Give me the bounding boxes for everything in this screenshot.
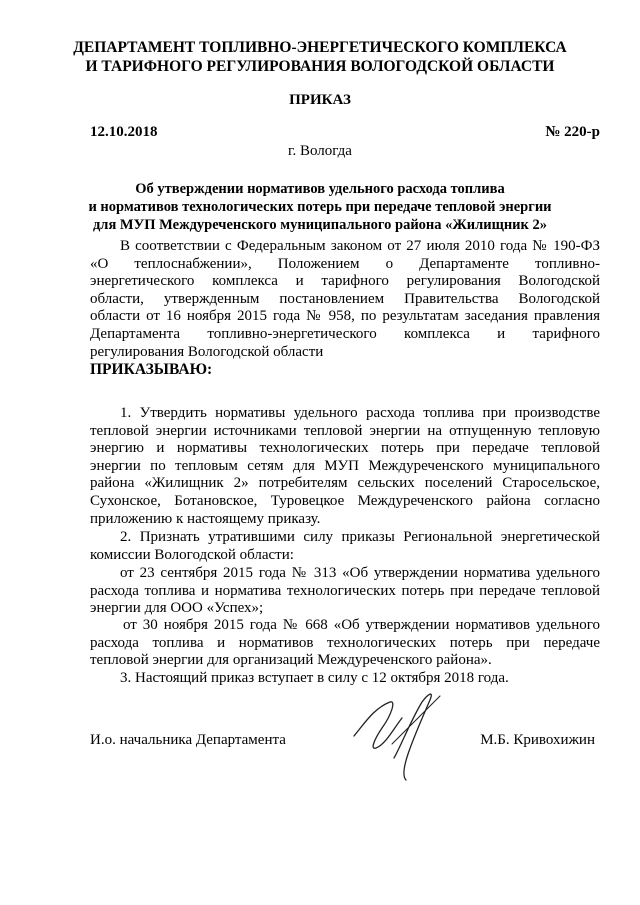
department-name <box>40 38 600 76</box>
item-1-line: тепловой энергии источниками тепловой энергии на отпущенную тепловую <box>90 422 600 439</box>
document-number: № 220-р <box>545 124 600 140</box>
document-type: ПРИКАЗ <box>289 92 351 108</box>
signatory-position: И.о. начальника Департамента <box>90 732 286 748</box>
preamble-line: области от 16 ноября 2015 года № 958, по результатам заседания правления <box>90 308 600 325</box>
document-subject <box>60 180 580 234</box>
item-2a-line: энергии для ООО «Успех»; <box>90 600 264 617</box>
item-3-line: 3. Настоящий приказ вступает в силу с 12 октября 2018 года. <box>120 670 509 686</box>
item-2a-line: от 23 сентября 2015 года № 313 «Об утверждении норматива удельного <box>120 565 600 581</box>
item-1-line: Сухонское, Ботановское, Туровецкое Междуреченского района согласно <box>90 492 600 509</box>
document-city: г. Вологда <box>288 143 352 159</box>
preamble-line: регулирования Вологодской области <box>90 343 324 360</box>
item-2b <box>90 617 600 670</box>
item-2a <box>90 565 600 618</box>
preamble-line: «О теплоснабжении», Положением о Департаменте топливно- <box>90 255 600 272</box>
item-1-line: района «Жилищник 2» потребителям сельских поселений Старосельское, <box>90 475 600 492</box>
item-2-line: комиссии Вологодской области: <box>90 546 294 563</box>
document-date: 12.10.2018 <box>90 124 158 140</box>
item-1-line: энергию и нормативы технологических потерь при передаче тепловой <box>90 440 600 457</box>
preamble-line: В соответствии с Федеральным законом от 27 июля 2010 года № 190-ФЗ <box>120 238 600 254</box>
preamble-line: энергетического комплекса и тарифного регулирования Вологодской <box>90 273 600 290</box>
item-2b-line: расхода топлива и нормативов технологических потерь при передаче <box>90 634 600 651</box>
item-1 <box>90 405 600 528</box>
preamble-line: области, утвержденным постановлением Правительства Вологодской <box>90 290 600 307</box>
item-2-line: 2. Признать утратившими силу приказы Региональной энергетической <box>120 529 600 545</box>
item-2b-line: тепловой энергии для организаций Междуреченского района». <box>90 652 492 669</box>
signatory-name: М.Б. Кривохижин <box>480 732 595 748</box>
preamble <box>90 238 600 379</box>
department-name-line-1: ДЕПАРТАМЕНТ ТОПЛИВНО-ЭНЕРГЕТИЧЕСКОГО КОМПЛЕКСА <box>73 39 567 56</box>
handwritten-signature <box>352 688 444 784</box>
subject-line-3: для МУП Междуреченского муниципального района «Жилищник 2» <box>92 217 548 233</box>
decree-word: ПРИКАЗЫВАЮ: <box>90 361 213 379</box>
item-3 <box>90 670 600 688</box>
department-name-line-2: И ТАРИФНОГО РЕГУЛИРОВАНИЯ ВОЛОГОДСКОЙ ОБЛАСТИ <box>85 58 555 75</box>
item-1-line: приложению к настоящему приказу. <box>90 510 321 527</box>
item-1-line: энергии по тепловым сетям для МУП Междуреченского муниципального <box>90 457 600 474</box>
item-1-line: 1. Утвердить нормативы удельного расхода топлива при производстве <box>120 405 600 421</box>
preamble-line: Департамента топливно-энергетического комплекса и тарифного <box>90 325 600 342</box>
subject-line-2: и нормативов технологических потерь при передаче тепловой энергии <box>88 199 552 215</box>
item-2b-line: от 30 ноября 2015 года № 668 «Об утверждении нормативов удельного <box>123 617 600 633</box>
subject-line-1: Об утверждении нормативов удельного расхода топлива <box>135 181 505 197</box>
item-2 <box>90 529 600 564</box>
item-2a-line: расхода топлива и норматива технологических потерь при передаче тепловой <box>90 582 600 599</box>
